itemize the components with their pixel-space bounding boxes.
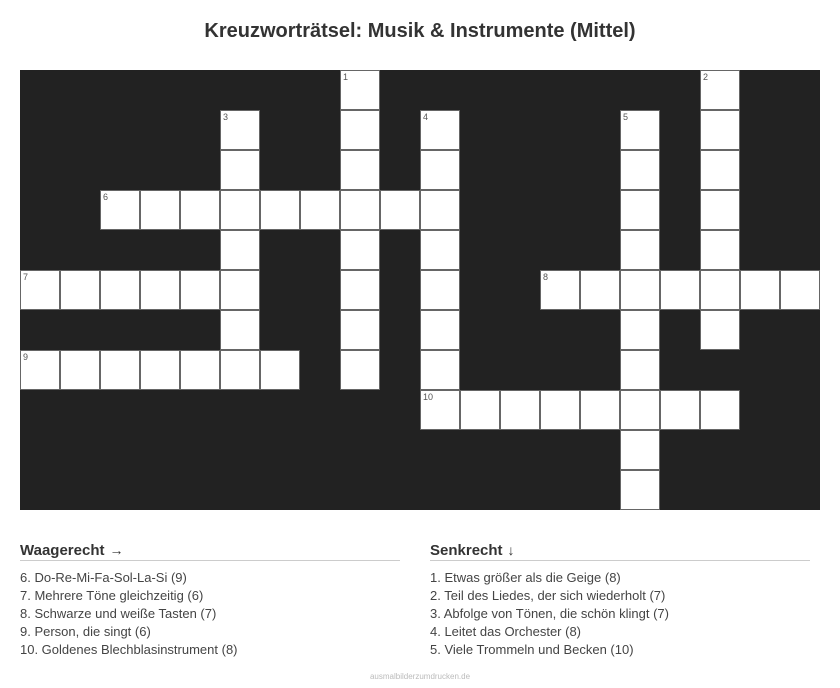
grid-cell[interactable] [660,270,700,310]
grid-cell[interactable] [180,270,220,310]
down-clue-2: 2. Teil des Liedes, der sich wiederholt (7) [430,588,666,603]
page-title: Kreuzworträtsel: Musik & Instrumente (Mittel) [204,20,636,42]
grid-cell[interactable] [380,190,420,230]
down-clue-1: 1. Etwas größer als die Geige (8) [430,570,621,585]
down-clues [430,542,810,659]
grid-cell[interactable] [620,150,660,190]
down-clue-4: 4. Leitet das Orchester (8) [430,624,582,639]
grid-cell[interactable] [620,270,660,310]
across-clue-8: 8. Schwarze und weiße Tasten (7) [20,606,217,621]
grid-cell[interactable] [140,350,180,390]
grid-cell[interactable] [700,230,740,270]
grid-cell[interactable] [420,150,460,190]
across-heading [20,542,400,561]
grid-cell[interactable] [300,190,340,230]
across-clues [20,542,400,659]
across-clue-9: 9. Person, die singt (6) [20,624,151,639]
grid-cell[interactable] [660,390,700,430]
grid-cell[interactable] [580,390,620,430]
arrow-right-icon: → [109,542,124,558]
clue-number: 8 [543,272,549,282]
grid-cell[interactable] [140,190,180,230]
grid-cell[interactable] [340,230,380,270]
across-clue-10: 10. Goldenes Blechblasinstrument (8) [20,642,238,657]
grid-cell[interactable] [620,230,660,270]
clue-number: 4 [423,112,429,122]
grid-cell[interactable] [700,310,740,350]
grid-cell[interactable] [60,270,100,310]
grid-cell[interactable] [700,110,740,150]
clue-number: 1 [343,72,349,82]
grid-cell[interactable] [420,270,460,310]
grid-cell[interactable] [700,70,740,110]
footer-credit: ausmalbilderzumdrucken.de [369,672,471,681]
clue-number: 9 [23,352,29,362]
grid-cell[interactable] [540,270,580,310]
grid-cell[interactable] [620,430,660,470]
grid-cell[interactable] [100,190,140,230]
grid-cell[interactable] [620,350,660,390]
grid-cell[interactable] [220,110,260,150]
grid-cell[interactable] [60,350,100,390]
crossword-grid [20,70,820,510]
grid-cell[interactable] [700,150,740,190]
clue-number: 6 [103,192,109,202]
grid-cell[interactable] [580,270,620,310]
grid-cell[interactable] [340,70,380,110]
grid-cell[interactable] [420,350,460,390]
grid-cell[interactable] [20,270,60,310]
clue-number: 7 [23,272,29,282]
grid-cell[interactable] [140,270,180,310]
grid-cell[interactable] [540,390,580,430]
grid-cell[interactable] [100,270,140,310]
grid-cell[interactable] [420,190,460,230]
grid-cell[interactable] [20,350,60,390]
down-heading [430,542,810,561]
grid-cell[interactable] [220,230,260,270]
grid-cell[interactable] [620,390,660,430]
grid-cell[interactable] [700,270,740,310]
grid-cell[interactable] [700,390,740,430]
grid-cell[interactable] [420,110,460,150]
grid-cell[interactable] [620,190,660,230]
across-clue-7: 7. Mehrere Töne gleichzeitig (6) [20,588,204,603]
grid-cell[interactable] [180,350,220,390]
grid-cell[interactable] [340,350,380,390]
grid-cell[interactable] [220,270,260,310]
grid-cell[interactable] [700,190,740,230]
grid-cell[interactable] [260,190,300,230]
grid-cell[interactable] [180,190,220,230]
grid-cell[interactable] [260,350,300,390]
grid-cell[interactable] [340,150,380,190]
grid-cell[interactable] [340,270,380,310]
clue-number: 3 [223,112,229,122]
grid-cell[interactable] [100,350,140,390]
clue-number: 2 [703,72,709,82]
grid-cell[interactable] [340,110,380,150]
grid-cell[interactable] [340,310,380,350]
grid-cell[interactable] [620,110,660,150]
grid-cell[interactable] [620,310,660,350]
grid-cell[interactable] [220,350,260,390]
clue-number: 5 [623,112,629,122]
down-clue-3: 3. Abfolge von Tönen, die schön klingt (7) [430,606,669,621]
grid-cell[interactable] [620,470,660,510]
grid-cell[interactable] [420,390,460,430]
grid-cell[interactable] [220,150,260,190]
grid-cell[interactable] [420,310,460,350]
down-heading-label: Senkrecht [430,542,503,559]
grid-cell[interactable] [460,390,500,430]
grid-cell[interactable] [220,310,260,350]
grid-cell[interactable] [420,230,460,270]
across-clue-6: 6. Do-Re-Mi-Fa-Sol-La-Si (9) [20,570,187,585]
down-clue-5: 5. Viele Trommeln und Becken (10) [430,642,634,657]
across-heading-label: Waagerecht [20,542,105,559]
grid-cell[interactable] [500,390,540,430]
grid-cell[interactable] [340,190,380,230]
clue-number: 10 [423,392,434,402]
arrow-down-icon: ↓ [507,542,515,558]
grid-cell[interactable] [220,190,260,230]
grid-cell[interactable] [780,270,820,310]
grid-cell[interactable] [740,270,780,310]
